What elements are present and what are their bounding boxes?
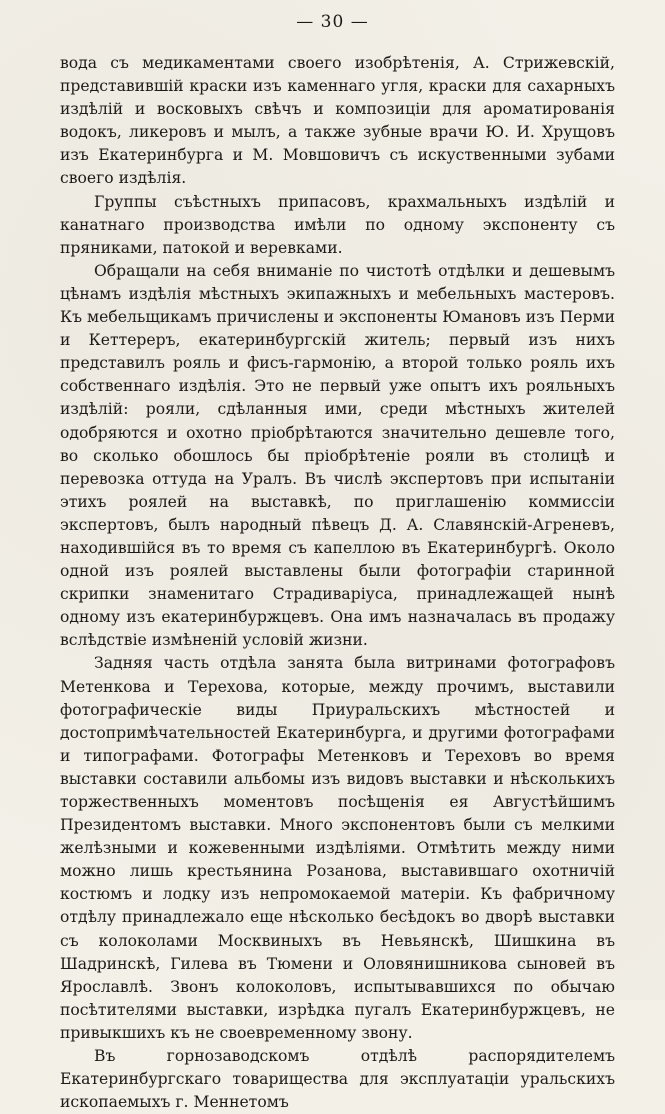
paragraph-4: Задняя часть отдѣла занята была витринами фотографовъ Метенкова и Терехова, которые, между прочимъ, выставили фотографическіе виды Приуральскихъ мѣстностей и достопримѣчательностей Екатеринбурга, и другими фотографами и типографами. Фотографы Метенковъ и Тереховъ во время выставки составили альбомы изъ видовъ выставки и нѣсколькихъ торжественныхъ моментовъ посѣщенія ея Августѣйшимъ Президентомъ выставки. Много экспонентовъ были съ мелкими желѣзными и кожевенными издѣліями. Отмѣтить между ними можно лишь крестьянина Розанова, выставившаго охотничій костюмъ и лодку изъ непромокаемой матеріи. Къ фабричному отдѣлу принадлежало еще нѣсколько бесѣдокъ во дворѣ выставки съ колоколами Москвиныхъ въ Невьянскѣ, Шишкина въ Шадринскѣ, Гилева въ Тюмени и Оловянишникова сыновей въ Ярославлѣ. Звонъ колоколовъ, испытывавшихся по обычаю посѣтителями выставки, изрѣдка пугалъ Екатеринбуржцевъ, не привыкшихъ къ не своевременному звону.	[60, 654, 615, 1042]
paragraph-5: Въ горнозаводскомъ отдѣлѣ распорядителемъ Екатеринбургскаго товарищества для эксплуатаціи уральскихъ ископаемыхъ г. Меннетомъ	[60, 1047, 615, 1112]
paragraph-1: вода съ медикаментами своего изобрѣтенія, А. Стрижевскій, представившій краски изъ каменнаго угля, краски для сахарныхъ издѣлій и восковыхъ свѣчъ и композиціи для ароматированія водокъ, ликеровъ и мылъ, а также зубные врачи Ю. И. Хрущовъ изъ Екатеринбурга и М. Мовшовичъ съ искуственными зубами своего издѣлія.	[60, 54, 615, 188]
paragraph-3: Обращали на себя вниманіе по чистотѣ отдѣлки и дешевымъ цѣнамъ издѣлія мѣстныхъ экипажныхъ и мебельныхъ мастеровъ. Къ мебельщикамъ причислены и экспоненты Юмановъ изъ Перми и Кеттереръ, екатеринбургскій житель; первый изъ нихъ представилъ рояль и фисъ-гармонію, а второй только рояль ихъ собственнаго издѣлія. Это не первый уже опытъ ихъ рояльныхъ издѣлій: рояли, сдѣланныя ими, среди мѣстныхъ жителей одобряются и охотно пріобрѣтаются значительно дешевле того, во сколько обошлось бы пріобрѣтеніе рояли въ столицѣ и перевозка оттуда на Уралъ. Въ числѣ экспертовъ при испытаніи этихъ роялей на выставкѣ, по приглашенію коммиссіи экспертовъ, былъ народный пѣвецъ Д. А. Славянскій-Агреневъ, находившійся въ то время съ капеллою въ Екатеринбургѣ. Около одной изъ роялей выставлены были фотографіи старинной скрипки знаменитаго Страдиваріуса, принадлежащей нынѣ одному изъ екатеринбуржцевъ. Она имъ назначалась въ продажу вслѣдствіе измѣненій условій жизни.	[60, 261, 615, 650]
paragraph-2: Группы съѣстныхъ припасовъ, крахмальныхъ издѣлій и канатнаго производства имѣли по одному экспоненту съ пряниками, патокой и веревками.	[60, 192, 615, 257]
body-text	[60, 52, 615, 1114]
page-number: — 30 —	[296, 12, 369, 32]
